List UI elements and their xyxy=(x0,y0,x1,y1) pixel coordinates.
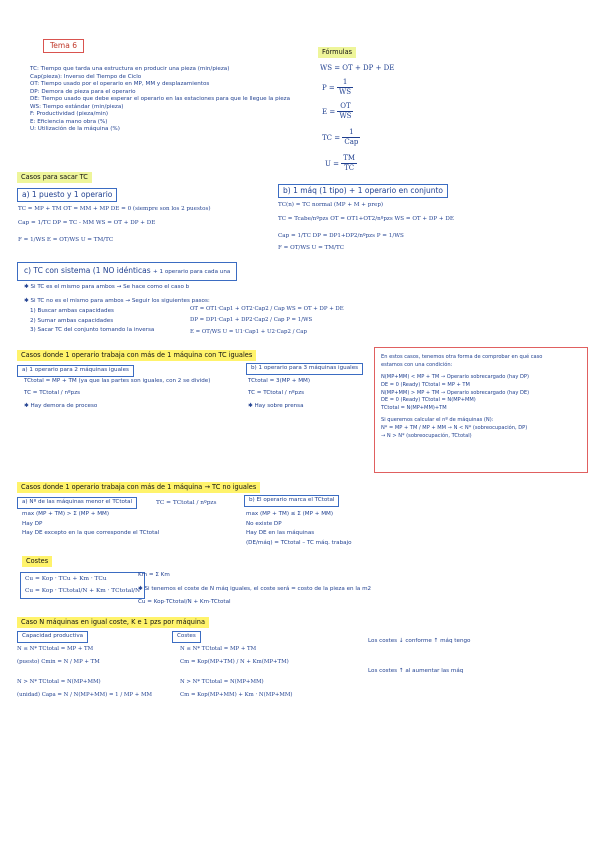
formula-line: DP = DP1·Cap1 + DP2·Cap2 / Cap P = 1/WS xyxy=(190,317,313,324)
formula-line: TC = Tcabe/nºpzs OT = OT1+OT2/nºpzs WS = OT + DP + DE xyxy=(278,215,454,222)
tc-formula: TC = $\frac{1}{\text{Cap}}$ xyxy=(322,128,359,147)
note-line: Si queremos calcular el nº de máquinas (N): xyxy=(381,417,494,424)
cost-note: Cu = Kop·TCtotal/N + Km·TCtotal xyxy=(138,599,231,606)
formula-line: Cm = Kop(MP+TM) / N + Km(MP+TM) xyxy=(180,659,289,666)
case-c-steps xyxy=(30,308,154,335)
ws-formula: WS = OT + DP + DE xyxy=(320,64,395,72)
definition-item: Cap(pieza): Inverso del Tiempo de Ciclo xyxy=(30,73,142,80)
costs-n-lines xyxy=(180,646,293,699)
case-a-label: a) 1 puesto y 1 operario xyxy=(17,188,117,202)
formula-line: F = 1/WS E = OT/WS U = TM/TC xyxy=(18,237,114,244)
formula-line: N ≤ N* TCtotal = MP + TM xyxy=(180,646,257,652)
step-item: 1) Buscar ambas capacidades xyxy=(30,308,114,314)
formula-line: max (MP + TM) > Σ (MP + MM) xyxy=(22,511,110,517)
capacity-lines xyxy=(17,646,152,699)
formula-line: TCtotal = 3(MP + MM) xyxy=(248,378,311,384)
cost-line: Cu = Kop · TCtotal/N + Km · TCtotal/N xyxy=(25,587,141,594)
section-n-machines-heading: Caso N máquinas en igual coste, K e 1 pzs por máquina xyxy=(17,617,209,628)
formula-line: TCtotal = MP + TM (ya que las partes son iguales, con 2 se divide) xyxy=(24,378,211,384)
formula-line: N > N* TCtotal = N(MP+MM) xyxy=(180,678,264,685)
case-b2-lines xyxy=(248,378,310,411)
definition-item: WS: Tiempo estándar (min/pieza) xyxy=(30,103,124,110)
formula-line: OT = OT1·Cap1 + OT2·Cap2 / Cap WS = OT + DP + DE xyxy=(190,306,344,312)
case-c1-label: a) Nº de las máquinas menor el TCtotal xyxy=(17,497,137,509)
step-item: 2) Sumar ambas capacidades xyxy=(30,317,114,324)
page-title: Tema 6 xyxy=(43,39,84,53)
note-line: → N > N* (sobreocupación, TCtotal) xyxy=(381,433,472,440)
formula-line: Hay DP xyxy=(22,520,43,527)
definition-item: F: Productividad (pieza/min) xyxy=(30,111,109,118)
formula-line: max (MP + TM) ≤ Σ (MP + MM) xyxy=(246,511,334,517)
p-formula: P = $\frac{1}{WS}$ xyxy=(322,78,352,97)
cost-line: Cu = Kop · TCu + Km · TCu xyxy=(25,576,107,582)
formula-line: N > N* TCtotal = N(MP+MM) xyxy=(17,678,101,685)
note-line: DE = 0 (Ready) TCtotal = N(MP+MM) xyxy=(381,397,476,404)
section-same-tc-heading: Casos donde 1 operario trabaja con más de 1 máquina con TC iguales xyxy=(17,350,256,361)
case-c-notes xyxy=(24,284,210,305)
costs-side-notes xyxy=(138,572,371,607)
case-c-formulas xyxy=(190,306,344,336)
case-b-label: b) 1 máq (1 tipo) + 1 operario en conjunto xyxy=(278,184,448,198)
formula-line: Hay DE excepto en la que corresponde el TCtotal xyxy=(22,530,160,537)
case-c-tc-formula: TC = TCtotal / nºpzs xyxy=(156,500,217,506)
note-line: TCtotal = N(MP+MM)+TM xyxy=(381,405,447,412)
formula-line: (puesto) Cmin = N / MP + TM xyxy=(17,659,100,666)
note-line: N(MP+MM) < MP + TM → Operario sobrecargado (hay DP) xyxy=(381,373,529,380)
formula-line: F = OT/WS U = TM/TC xyxy=(278,244,344,251)
e-formula: E = $\frac{OT}{WS}$ xyxy=(322,102,352,121)
costs-n-label: Costes xyxy=(172,631,201,643)
formula-line: TC(n) = TC normal (MP + M + prep) xyxy=(278,202,384,208)
case-b-formulas xyxy=(278,202,454,252)
formula-line: (unidad) Capa = N / N(MP+MM) = 1 / MP + MM xyxy=(17,691,152,698)
case-c1-lines xyxy=(22,511,159,538)
note-item: ✱ Si TC es el mismo para ambos → Se hace como el caso b xyxy=(24,284,190,290)
u-formula: U = $\frac{TM}{TC}$ xyxy=(325,154,356,173)
definition-item: U: Utilización de la máquina (%) xyxy=(30,126,120,133)
definitions-list xyxy=(30,66,290,134)
definition-item: TC: Tiempo que tarda una estructura en producir una pieza (min/pieza) xyxy=(30,66,230,72)
costs-note-increase: Los costes ↑ al aumentar las máq xyxy=(368,668,464,674)
formula-line: Cm = Kop(MP+MM) + Km · N(MP+MM) xyxy=(180,691,293,698)
formula-line: No existe DP xyxy=(246,520,282,527)
formula-line: TC = TCtotal / nºpzs xyxy=(24,389,81,396)
note-line: N* = MP + TM / MP + MM → N < N* (sobreocupación, DP) xyxy=(381,425,528,432)
note-box xyxy=(374,347,588,473)
note-line: DE = 0 (Ready) TCtotal = MP + TM xyxy=(381,381,470,388)
formulas-heading: Fórmulas xyxy=(318,47,356,58)
case-c2-lines xyxy=(246,511,352,547)
note-item: ✱ Si TC no es el mismo para ambos → Seguir los siguientes pasos: xyxy=(24,297,210,304)
definition-item: E: Eficiencia mano obra (%) xyxy=(30,118,108,125)
section-diff-tc-heading: Casos donde 1 operario trabaja con más de 1 máquina → TC no iguales xyxy=(17,482,260,493)
case-c2-label: b) El operario marca el TCtotal xyxy=(244,495,339,507)
formula-line: N ≤ N* TCtotal = MP + TM xyxy=(17,646,94,652)
formula-line: Cap = 1/TC DP = DP1+DP2/nºpzs P = 1/WS xyxy=(278,233,404,240)
formula-line: TC = TCtotal / nºpzs xyxy=(248,389,305,396)
formula-line: Cap = 1/TC DP = TC - MM WS = OT + DP + DE xyxy=(18,219,156,226)
case-b2-label: b) 1 operario para 3 máquinas iguales xyxy=(246,363,363,375)
definition-item: OT: Tiempo usado por el operario en MP, MM y desplazamientos xyxy=(30,81,210,88)
case-a-formulas xyxy=(18,206,211,245)
formula-line: (DE/máq) = TCtotal – TC máq. trabajo xyxy=(246,539,352,546)
formula-line: ✱ Hay sobre prensa xyxy=(248,403,304,410)
formula-line: ✱ Hay demora de proceso xyxy=(24,403,98,410)
note-line: estamos con una condición: xyxy=(381,361,453,368)
formula-line: E = OT/WS U = U1·Cap1 + U2·Cap2 / Cap xyxy=(190,328,307,335)
section-tc-heading: Casos para sacar TC xyxy=(17,172,92,183)
step-item: 3) Sacar TC del conjunto tomando la inversa xyxy=(30,327,155,334)
capacity-label: Capacidad productiva xyxy=(17,631,88,643)
formula-line: TC = MP + TM OT = MM + MP DE = 0 (siempre son los 2 puestos) xyxy=(18,206,211,212)
case-b1-lines xyxy=(24,378,210,411)
formula-line: Hay DE en las máquinas xyxy=(246,530,315,537)
definition-item: DE: Tiempo usado que debe esperar el operario en las estaciones para que le llegue la pieza xyxy=(30,96,291,103)
note-line: En estos casos, tenemos otra forma de comprobar en qué caso xyxy=(381,354,543,360)
costs-formula-box xyxy=(20,572,145,599)
costs-note-decrease: Los costes ↓ conforme ↑ máq tengo xyxy=(368,638,471,644)
costs-heading: Costes xyxy=(22,556,52,567)
note-line: N(MP+MM) > MP + TM → Operario sobrecargado (hay DE) xyxy=(381,389,530,396)
case-b1-label: a) 1 operario para 2 máquinas iguales xyxy=(17,365,134,377)
definition-item: DP: Demora de pieza para el operario xyxy=(30,88,136,95)
cost-note: Km = Σ Km xyxy=(138,572,170,578)
cost-note: ✱ Si tenemos el coste de N máq iguales, el coste será = costo de la pieza en la m2 xyxy=(138,585,372,592)
case-c-label: c) TC con sistema (1 NO idénticas + 1 operario para cada una xyxy=(17,262,237,281)
